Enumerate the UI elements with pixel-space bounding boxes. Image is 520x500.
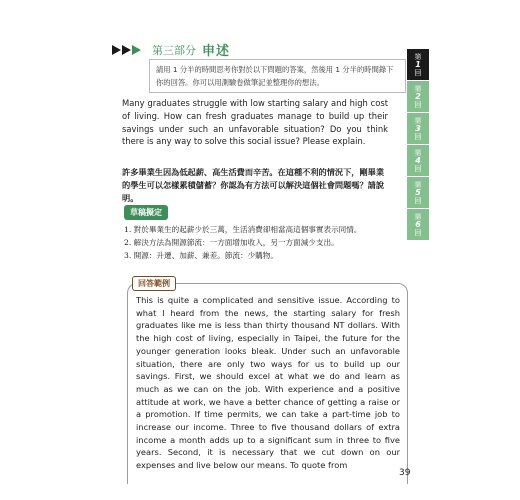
arrow-icon <box>122 45 131 55</box>
answer-label: 回答範例 <box>132 276 176 291</box>
tab-round-2[interactable] <box>407 81 429 112</box>
tab-text: 第 <box>414 52 422 61</box>
tab-text: 第 <box>414 148 422 157</box>
arrow-icon <box>132 45 141 55</box>
tab-text: 第 <box>414 180 422 189</box>
answer-text: This is quite a complicated and sensitive issue. According to what I heard from the news, the starting salary for fresh graduates like me is less than thirty thousand NT dollars. With the high cost of living, especially in Taipei, the future for the younger generation looks bleak. Under such an unfavorable situation, there are only two ways for us to build up our savings. First, we should excel at what we do and learn as much as we can on the job. With experience and a positive attitude at work, we have a better chance of getting a raise or a promotion. If time permits, we can take a part-time job to increase our income. Three to five thousand dollars of extra income a month adds up to a significant sum in three to five years. Second, it is necessary that we cut down on our expenses and live below our means. To quote from <box>136 295 400 471</box>
tab-round-3[interactable] <box>407 113 429 144</box>
section-header <box>112 40 230 59</box>
arrow-icon <box>112 45 121 55</box>
draft-item: 3. 開源：升遷、加薪、兼差。節流：少購物。 <box>124 251 278 260</box>
section-title: 申述 <box>202 44 231 59</box>
tab-number: 1 <box>415 59 421 69</box>
tab-number: 5 <box>415 187 421 197</box>
draft-item: 2. 解決方法為開源節流：一方面增加收入，另一方面減少支出。 <box>124 238 339 247</box>
tab-round-1[interactable] <box>407 49 429 80</box>
tab-number: 6 <box>415 219 421 229</box>
tab-text: 第 <box>414 84 422 93</box>
tab-number: 4 <box>415 155 421 165</box>
tab-round-6[interactable] <box>407 209 429 240</box>
question-english: Many graduates struggle with low starting salary and high cost of living. How can fresh graduates manage to build up their savings under such an unfavorable situation? Do you think there is any way to solve this social issue? Please explain. <box>122 98 388 147</box>
arrow-icons <box>112 45 142 55</box>
tab-number: 3 <box>415 123 421 133</box>
question-chinese: 許多畢業生因為低起薪、高生活費而辛苦。在這種不利的情況下，剛畢業的學生可以怎樣累積儲蓄？你認為有方法可以解決這個社會問題嗎？請說明。 <box>122 167 385 203</box>
tab-round-5[interactable] <box>407 177 429 208</box>
instruction-box: 請用 1 分半的時間思考你對於以下問題的答案，然後用 1 分半的時間錄下你的回答。你可以用測驗卷做筆記並整理你的想法。 <box>149 59 406 93</box>
tab-text: 回 <box>414 100 422 109</box>
tab-text: 回 <box>414 68 422 77</box>
draft-label: 草稿擬定 <box>124 205 168 220</box>
page-number: 39 <box>399 468 411 478</box>
tab-text: 回 <box>414 228 422 237</box>
tab-text: 回 <box>414 196 422 205</box>
tab-round-4[interactable] <box>407 145 429 176</box>
tab-text: 第 <box>414 116 422 125</box>
tab-number: 2 <box>415 91 421 101</box>
tab-text: 第 <box>414 212 422 221</box>
draft-list <box>124 223 394 262</box>
tab-text: 回 <box>414 164 422 173</box>
section-label: 第三部分 <box>152 43 196 57</box>
chapter-tabs <box>407 49 429 241</box>
draft-item: 1. 對於畢業生的起薪少於三萬，生活消費卻相當高這個事實表示同情。 <box>124 225 362 234</box>
tab-text: 回 <box>414 132 422 141</box>
